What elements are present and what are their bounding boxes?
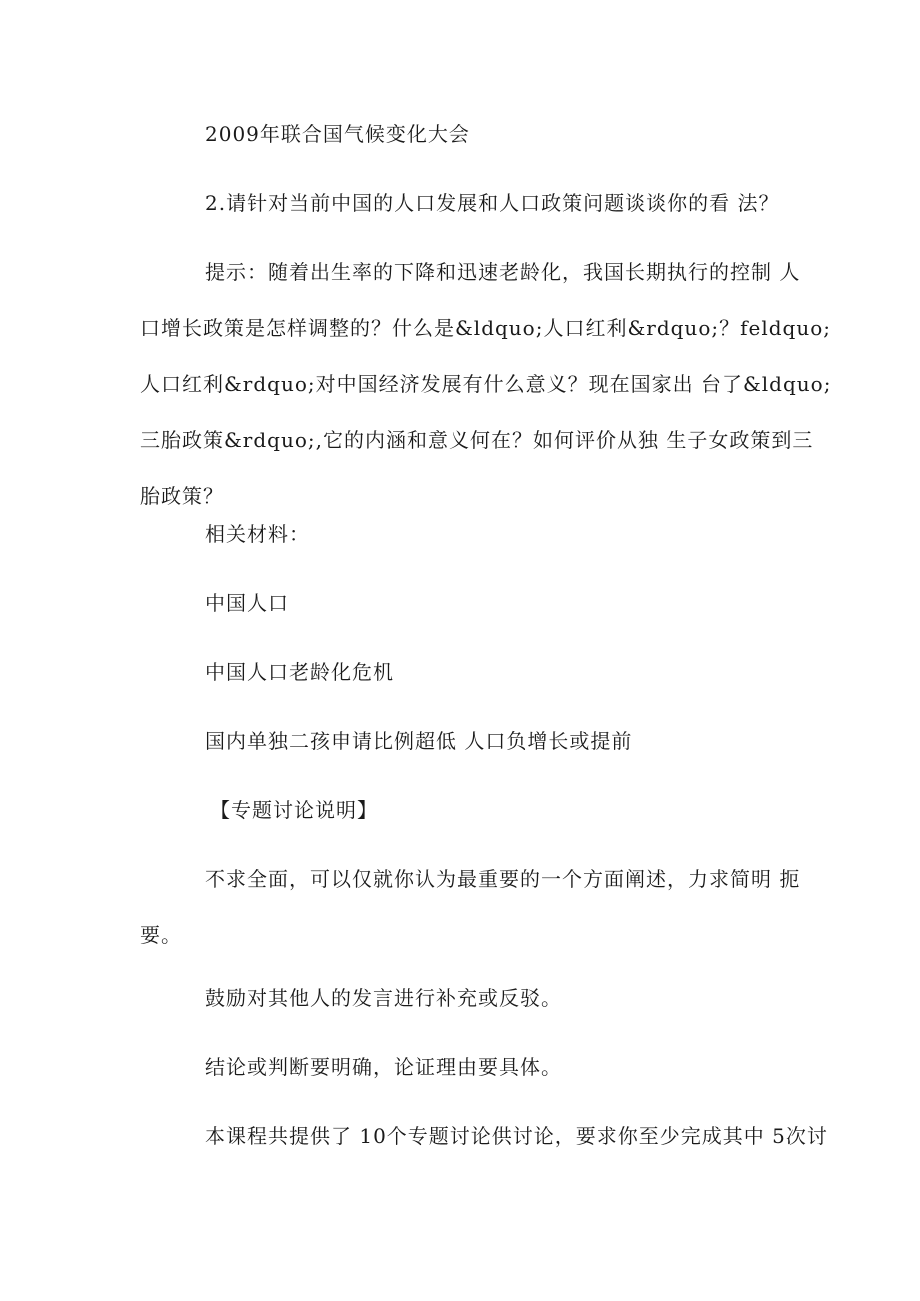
hint-line: 胎政策？ bbox=[140, 484, 224, 508]
material-item: 中国人口 bbox=[205, 591, 289, 615]
heading-line: 2009年联合国气候变化大会 bbox=[205, 122, 470, 146]
rule-1-line: 要。 bbox=[140, 923, 182, 947]
question-2: 2.请针对当前中国的人口发展和人口政策问题谈谈你的看 法？ bbox=[205, 191, 780, 215]
materials-label: 相关材料： bbox=[205, 522, 310, 546]
material-item: 国内单独二孩申请比例超低 人口负增长或提前 bbox=[205, 729, 633, 753]
hint-line: 人口红利&rdquo;对中国经济发展有什么意义？现在国家出 台了&ldquo; bbox=[140, 372, 832, 396]
rule-4: 本课程共提供了 10个专题讨论供讨论，要求你至少完成其中 5次讨 bbox=[205, 1124, 828, 1148]
material-item: 中国人口老龄化危机 bbox=[205, 660, 394, 684]
hint-line: 提示：随着出生率的下降和迅速老龄化，我国长期执行的控制 人 bbox=[205, 260, 801, 284]
rule-1-line: 不求全面，可以仅就你认为最重要的一个方面阐述，力求简明 扼 bbox=[205, 867, 801, 891]
hint-line: 三胎政策&rdquo;,它的内涵和意义何在？如何评价从独 生子女政策到三 bbox=[140, 428, 814, 452]
rule-3: 结论或判断要明确，论证理由要具体。 bbox=[205, 1055, 562, 1079]
discussion-title: 【专题讨论说明】 bbox=[210, 798, 378, 822]
hint-line: 口增长政策是怎样调整的？什么是&ldquo;人口红利&rdquo;？feldquo; bbox=[140, 316, 831, 340]
rule-2: 鼓励对其他人的发言进行补充或反驳。 bbox=[205, 986, 562, 1010]
rule-1-paragraph bbox=[140, 865, 800, 949]
hint-paragraph bbox=[140, 258, 831, 510]
